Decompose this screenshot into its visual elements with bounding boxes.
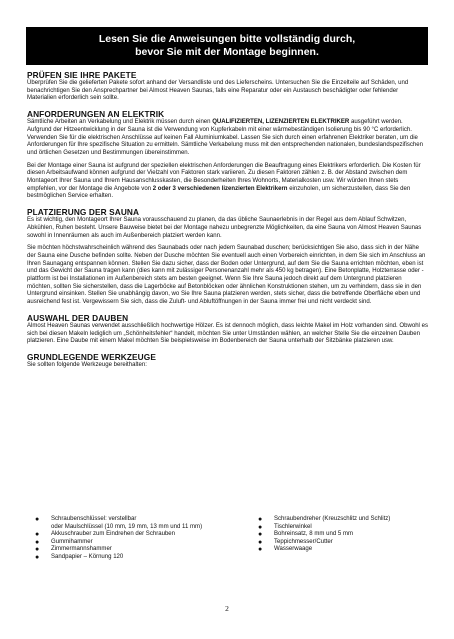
section-text-platzierung-1: Es ist wichtig, den Montageort Ihrer Sauna vorausschauend zu planen, da das übliche Saunaerlebnis in der Regel aus dem Ablauf Schwitzen, Abkühlen, Ruhen besteht. Unsere Bauweise bietet bei der Montage nahezu unbegrenzte Möglichkeiten, da eine Sauna von Almost Heaven Saunas sowohl in Innenräumen als auch im Außenbereich platziert werden kann. bbox=[27, 217, 422, 239]
section-title-elektrik: ANFORDERUNGEN AN ELEKTRIK bbox=[27, 109, 165, 120]
list-item: ● Sandpapier – Körnung 120 bbox=[35, 553, 124, 561]
tool-list-left bbox=[35, 516, 245, 562]
bullet-icon: ● bbox=[35, 538, 40, 546]
section-title-platzierung: PLATZIERUNG DER SAUNA bbox=[27, 207, 140, 218]
list-item: ● Teppichmesser/Cutter bbox=[258, 538, 333, 546]
section-title-dauben: AUSWAHL DER DAUBEN bbox=[27, 312, 129, 323]
bullet-icon: ● bbox=[258, 531, 263, 539]
emphasis-quotes: 2 oder 3 verschiedenen lizenzierten Elektrikern bbox=[152, 185, 288, 192]
section-text-elektrik-1: Sämtliche Arbeiten an Verkabelung und Elektrik müssen durch einen QUALIFIZIERTEN, LIZENZIERTEN ELEKTRIKER ausgeführt werden. Aufgrund der Hitzeentwicklung in der Sauna ist die Verwendung von Kupferkabeln mit einer wärmebeständigen Isolierung bis 90 °C erforderlich. Verwenden Sie für die elektrischen Anschlüsse auf keinen Fall Aluminiumkabel. Lassen Sie sich durch einen erfahrenen Elektriker beraten, um die Anforderungen für Ihre spezifische Situation zu ermitteln. Sämtliche Verkabelung muss mit den entsprechenden nationalen, bundeslandspezifischen und örtlichen Gesetzen und Bestimmungen übereinstimmen. bbox=[27, 119, 423, 156]
list-item: ● Bohreinsatz, 8 mm und 5 mm bbox=[258, 531, 353, 539]
section-title-werkzeuge: GRUNDLEGENDE WERKZEUGE bbox=[27, 351, 156, 362]
bullet-icon: ● bbox=[258, 523, 263, 531]
list-item: ● Gummihammer bbox=[35, 538, 93, 546]
banner-line-2: bevor Sie mit der Montage beginnen. bbox=[135, 46, 319, 58]
bullet-icon: ● bbox=[258, 516, 263, 523]
list-item: ● Zimmermannshammer bbox=[35, 546, 112, 554]
instruction-banner bbox=[26, 27, 428, 65]
section-title-pakete: PRÜFEN SIE IHRE PAKETE bbox=[27, 70, 137, 80]
section-text-pakete: Überprüfen Sie die gelieferten Pakete sofort anhand der Versandliste und des Lieferscheins. Untersuchen Sie die Einzelteile auf Schäden, und benachrichtigen Sie den Ansprechpartner bei Almost Heaven Saunas, falls eine Reparatur oder ein Austausch beschädigter oder fehlender Materialien erforderlich sein sollte. bbox=[27, 80, 409, 102]
bullet-icon: ● bbox=[35, 516, 40, 523]
list-item: ● Tischlerwinkel bbox=[258, 523, 312, 531]
tool-list-right bbox=[258, 516, 428, 554]
list-item-sub: oder Maulschlüssel (10 mm, 19 mm, 13 mm und 11 mm) bbox=[51, 523, 203, 530]
banner-line-1: Lesen Sie die Anweisungen bitte vollständig durch, bbox=[98, 33, 356, 45]
list-item: ● Schraubendreher (Kreuzschlitz und Schlitz) bbox=[258, 516, 391, 523]
page-number: 2 bbox=[225, 604, 229, 613]
bullet-icon: ● bbox=[35, 546, 40, 554]
bullet-icon: ● bbox=[35, 553, 40, 561]
bullet-icon: ● bbox=[258, 538, 263, 546]
list-item: ● Schraubenschlüssel: verstellbar oder Maulschlüssel (10 mm, 19 mm, 13 mm und 11 mm) bbox=[35, 516, 203, 530]
section-text-elektrik-2: Bei der Montage einer Sauna ist aufgrund der speziellen elektrischen Anforderungen die Beauftragung eines Elektrikers erforderlich. Die Kosten für diesen Arbeitsaufwand können aufgrund der Vielzahl von Faktoren stark variieren. Zu diesen Faktoren zählen z. B. der Abstand zwischen dem Montageort Ihrer Sauna und Ihrem Hausanschlusskasten, die Besonderheiten Ihres Wohnorts, Materialkosten usw. Wir würden Ihnen stets empfehlen, vor der Montage die Angebote von 2 oder 3 verschiedenen lizenzierten Elektrikern einzuholen, um sicherzustellen, dass Sie den bestmöglichen Service erhalten. bbox=[27, 162, 421, 200]
list-item: ● Wasserwaage bbox=[258, 546, 313, 554]
section-text-dauben: Almost Heaven Saunas verwendet ausschließlich hochwertige Hölzer. Es ist dennoch möglich, dass leichte Makel im Holz vorhanden sind. Obwohl es sich bei diesen Makeln lediglich um „Schönheitsfehler“ handelt, möchten Sie unter Umständen wählen, an welcher Stelle Sie die einzelnen Dauben platzieren. Eine Daube mit einem Makel möchten Sie beispielsweise im Bodenbereich der Sauna unterhalb der Sitzbänke platzieren usw. bbox=[27, 322, 428, 345]
section-text-platzierung-2: Sie möchten höchstwahrscheinlich während des Saunabads oder nach jedem Saunabad duschen; berücksichtigen Sie also, dass sich in der Nähe der Sauna eine Dusche befinden sollte. Neben der Dusche möchten Sie eventuell auch einen Vorbereich einrichten, in dem Sie sich im Anschluss an Ihren Saunagang entspannen können. Stellen Sie dazu sicher, dass der Boden oder Untergrund, auf dem Sie die Sauna errichten möchten, eben ist und das Gewicht der Sauna tragen kann (dies kann mit zulässiger Personenanzahl mehr als 450 kg betragen). Eine Betonplatte, Holzterrasse oder -plattform ist bei Installationen im Außenbereich stets am besten geeignet. Wenn Sie Ihre Sauna jedoch direkt auf dem Untergrund platzieren möchten, sollten Sie sicherstellen, dass die Lagerböcke auf Betonblöcken oder ähnlichen Konstruktionen stehen, um zu verhindern, dass sie in den Untergrund einsinken. Stellen Sie unabhängig davon, wo Sie Ihre Sauna platzieren werden, stets sicher, dass die betreffende Oberfläche eben und ausreichend fest ist. Vergewissern Sie sich, dass die Zuluft- und Abluftöffnungen in der Sauna immer frei und nicht verdeckt sind. bbox=[27, 245, 426, 306]
bullet-icon: ● bbox=[258, 546, 263, 554]
section-text-werkzeuge: Sie sollten folgende Werkzeuge bereithalten: bbox=[27, 361, 147, 368]
emphasis-electrician: QUALIFIZIERTEN, LIZENZIERTEN ELEKTRIKER bbox=[212, 119, 350, 126]
main-content bbox=[27, 70, 428, 370]
bullet-icon: ● bbox=[35, 531, 40, 539]
list-item: ● Akkuschrauber zum Eindrehen der Schrauben bbox=[35, 531, 176, 539]
